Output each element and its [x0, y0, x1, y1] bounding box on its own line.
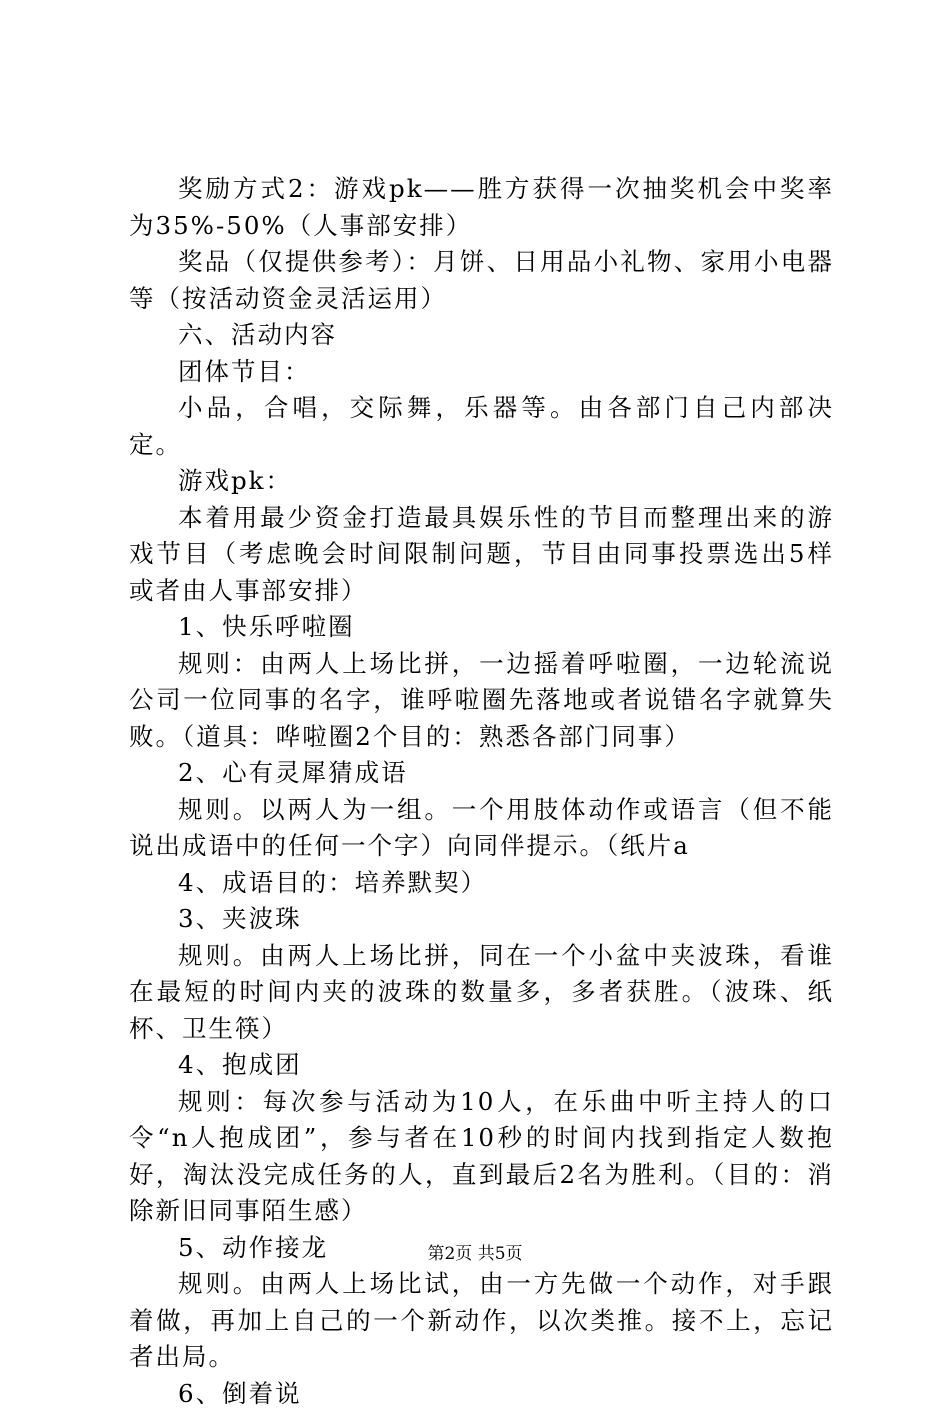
section-heading-activity-content: 六、活动内容	[129, 317, 834, 354]
game-4-rules-paragraph: 规则：每次参与活动为10人，在乐曲中听主持人的口令“n人抱成团”，参与者在10秒的时间内找到指定人数抱好，淘汰没完成任务的人，直到最后2名为胜利。（目的：消除新旧同事陌生感）	[129, 1084, 834, 1230]
game-3-heading: 3、夹波珠	[129, 901, 834, 938]
reward-method-paragraph: 奖励方式2：游戏pk——胜方获得一次抽奖机会中奖率为35%-50%（人事部安排）	[129, 171, 834, 244]
group-program-paragraph: 小品，合唱，交际舞，乐器等。由各部门自己内部决定。	[129, 390, 834, 463]
game-pk-heading: 游戏pk：	[129, 463, 834, 500]
prizes-paragraph: 奖品（仅提供参考）：月饼、日用品小礼物、家用小电器等（按活动资金灵活运用）	[129, 244, 834, 317]
group-program-heading: 团体节目：	[129, 354, 834, 391]
document-body	[129, 171, 834, 1412]
game-6-heading: 6、倒着说	[129, 1376, 834, 1412]
game-1-heading: 1、快乐呼啦圈	[129, 609, 834, 646]
game-3-rules-paragraph: 规则。由两人上场比拼，同在一个小盆中夹波珠，看谁在最短的时间内夹的波珠的数量多，多者获胜。（波珠、纸杯、卫生筷）	[129, 938, 834, 1048]
game-pk-intro-paragraph: 本着用最少资金打造最具娱乐性的节目而整理出来的游戏节目（考虑晚会时间限制问题，节目由同事投票选出5样或者由人事部安排）	[129, 500, 834, 610]
game-2-purpose-paragraph: 4、成语目的：培养默契）	[129, 865, 834, 902]
game-2-rules-paragraph: 规则。以两人为一组。一个用肢体动作或语言（但不能说出成语中的任何一个字）向同伴提示。（纸片a	[129, 792, 834, 865]
game-1-rules-paragraph: 规则：由两人上场比拼，一边摇着呼啦圈，一边轮流说公司一位同事的名字，谁呼啦圈先落地或者说错名字就算失败。（道具：哗啦圈2个目的：熟悉各部门同事）	[129, 646, 834, 756]
game-2-heading: 2、心有灵犀猜成语	[129, 755, 834, 792]
page-number-footer: 第2页 共5页	[0, 1239, 950, 1264]
game-4-heading: 4、抱成团	[129, 1047, 834, 1084]
game-5-rules-paragraph: 规则。由两人上场比试，由一方先做一个动作，对手跟着做，再加上自己的一个新动作，以次类推。接不上，忘记者出局。	[129, 1266, 834, 1376]
game-5-heading: 5、动作接龙	[129, 1230, 834, 1267]
